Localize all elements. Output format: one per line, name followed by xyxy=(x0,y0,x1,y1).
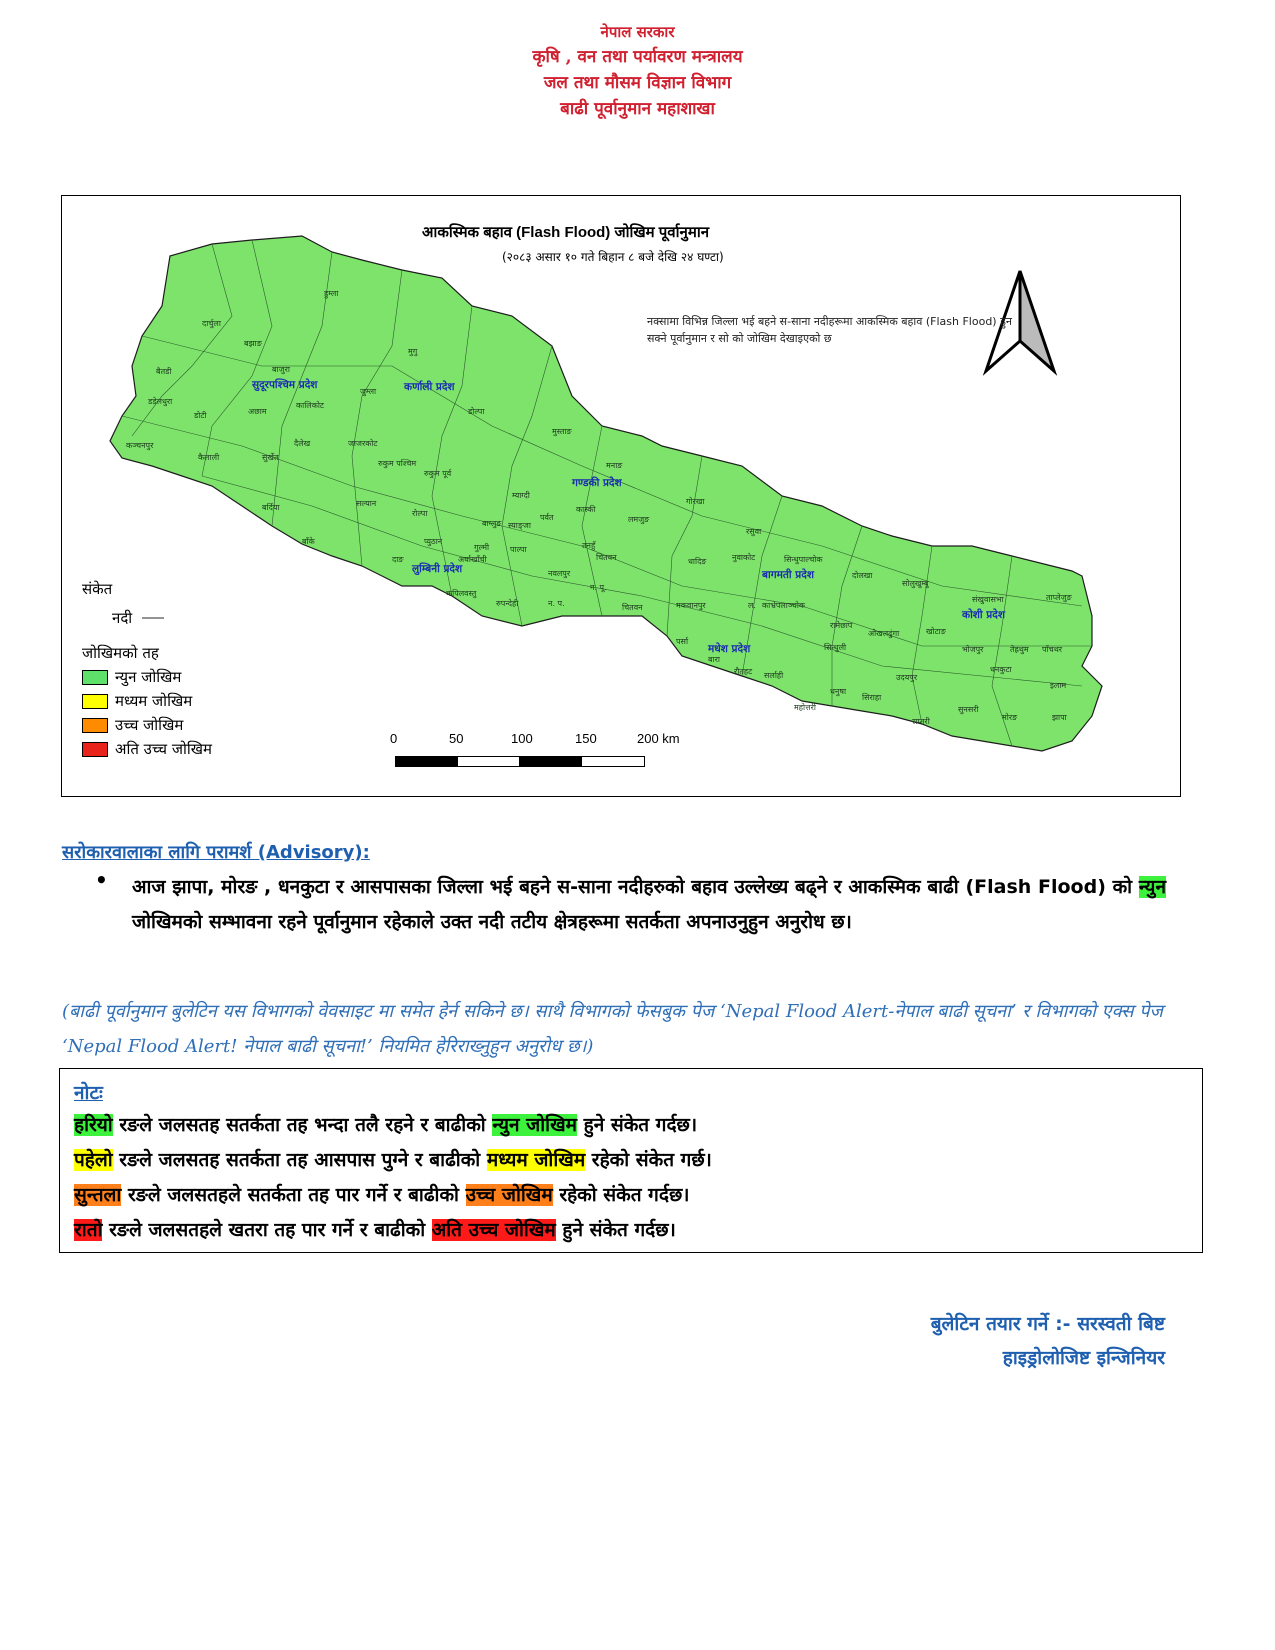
district-label: कपिलवस्तु xyxy=(446,589,477,598)
note-line-green xyxy=(74,1111,697,1137)
scale-label-200km: 200 km xyxy=(637,731,680,746)
province-label: कर्णाली प्रदेश xyxy=(404,381,455,393)
district-label: मुस्ताङ xyxy=(552,427,572,436)
district-label: कैलाली xyxy=(198,453,220,462)
legend-swatch-medium xyxy=(82,694,108,709)
header-ministry: कृषि , वन तथा पर्यावरण मन्त्रालय xyxy=(532,47,743,67)
district-label: गोरखा xyxy=(686,497,705,506)
district-label: सल्यान xyxy=(356,499,377,508)
advisory-text-a: आज झापा, मोरङ , धनकुटा र आसपासका जिल्ला भई बहने स-साना नदीहरुको बहाव उल्लेख्य बढ्ने र आकस्मिक बाढी (Flash Flood) को xyxy=(132,876,1139,898)
district-label: बाँके xyxy=(302,537,315,546)
legend-river-label: नदी xyxy=(112,609,133,627)
signature-preparer: बुलेटिन तयार गर्ने :- सरस्वती बिष्ट xyxy=(930,1313,1165,1335)
district-label: पाँचथर xyxy=(1042,645,1063,654)
note-color-word: रातो xyxy=(74,1219,103,1241)
note-risk: अति उच्च जोखिम xyxy=(431,1219,556,1241)
district-label: दैलेख xyxy=(294,439,311,448)
district-label: सुनसरी xyxy=(958,705,979,714)
district-label: बैतडी xyxy=(156,367,172,376)
note-end: हुने संकेत गर्दछ। xyxy=(577,1114,698,1136)
legend-label-medium: मध्यम जोखिम xyxy=(115,692,193,710)
district-label: ल. xyxy=(748,601,756,610)
note-end: रहेको संकेत गर्दछ। xyxy=(552,1184,690,1206)
district-label: उदयपुर xyxy=(896,673,918,682)
district-label: दाङ xyxy=(392,555,404,564)
legend-label-high: उच्च जोखिम xyxy=(115,716,184,734)
scale-segment xyxy=(581,756,645,767)
district-label: भोजपुर xyxy=(962,645,984,654)
district-label: कञ्चनपुर xyxy=(126,441,154,450)
district-label: स्याङ्जा xyxy=(508,521,531,530)
legend-swatch-very-high xyxy=(82,742,108,757)
note-mid: रङले जलसतहले खतरा तह पार गर्ने र बाढीको xyxy=(102,1219,432,1241)
district-label: न. पू. xyxy=(590,583,607,592)
advisory-text xyxy=(132,870,1166,940)
legend-swatch-high xyxy=(82,718,108,733)
advisory-bullet: • xyxy=(95,868,108,892)
advisory-title: सरोकारवालाका लागि परामर्श (Advisory): xyxy=(62,842,370,863)
district-label: तेह्रथुम xyxy=(1010,645,1029,654)
district-label: मुगु xyxy=(408,347,418,356)
district-label: सप्तरी xyxy=(912,717,930,726)
map-note: नक्सामा विभिन्न जिल्ला भई बहने स-साना नदीहरूमा आकस्मिक बहाव (Flash Flood) हुन सक्ने पूर्वानुमान र सो को जोखिम देखाइएको छ xyxy=(647,315,1013,345)
district-label: ओखलढुंगा xyxy=(868,629,900,638)
district-label: नुवाकोट xyxy=(732,553,756,562)
province-label: बागमती प्रदेश xyxy=(762,569,814,581)
district-label: डोल्पा xyxy=(468,407,485,416)
district-label: अछाम xyxy=(248,407,267,416)
district-label: दार्चुला xyxy=(202,319,221,328)
note-risk: न्युन जोखिम xyxy=(492,1114,577,1136)
district-label: म्याग्दी xyxy=(512,491,530,500)
district-label: काभ्रेपलाञ्चोक xyxy=(762,601,806,610)
district-label: लमजुङ xyxy=(628,515,650,524)
scale-segment xyxy=(395,756,458,767)
district-label: सर्लाही xyxy=(764,671,784,680)
district-label: सोलुखुम्बु xyxy=(902,579,929,588)
district-label: बारा xyxy=(708,655,720,664)
district-label: रौतहट xyxy=(734,667,753,676)
district-label: जुम्ला xyxy=(360,387,377,396)
note-color-word: हरियो xyxy=(74,1114,113,1136)
district-label: संखुवासभा xyxy=(972,595,1004,604)
header-government: नेपाल सरकार xyxy=(600,23,675,41)
district-label: डडेलधुरा xyxy=(148,397,173,406)
district-label: झापा xyxy=(1052,713,1067,722)
district-label: ताप्लेजुङ xyxy=(1046,593,1072,602)
notes-box xyxy=(59,1068,1203,1253)
district-label: अर्घाखाँची xyxy=(458,555,487,564)
legend-item-low xyxy=(82,667,181,687)
scale-label-100: 100 xyxy=(511,731,533,746)
province-label: मधेश प्रदेश xyxy=(708,643,751,655)
district-label: सिन्धुपाल्चोक xyxy=(784,555,823,564)
district-label: पर्सा xyxy=(676,637,689,646)
scale-label-0: 0 xyxy=(390,731,398,746)
note-mid: रङले जलसतह सतर्कता तह भन्दा तलै रहने र बाढीको xyxy=(112,1114,493,1136)
legend-risk-title: जोखिमको तह xyxy=(82,644,159,662)
district-label: तनहुँ xyxy=(582,541,596,550)
district-label: नवलपुर xyxy=(548,569,571,578)
note-line-orange xyxy=(74,1181,690,1207)
district-label: पाल्पा xyxy=(510,545,527,554)
district-label: इलाम xyxy=(1050,681,1067,690)
legend-item-very-high xyxy=(82,739,212,759)
district-label: रुकुम पूर्व xyxy=(424,469,452,478)
district-label: सुर्खेत xyxy=(262,453,279,462)
header-division: बाढी पूर्वानुमान महाशाखा xyxy=(560,99,715,119)
legend-item-medium xyxy=(82,691,192,711)
district-label: रुकुम पश्चिम xyxy=(378,459,417,468)
legend-label-low: न्युन जोखिम xyxy=(115,668,182,686)
nepal-map-svg xyxy=(62,196,1180,796)
legend-title: संकेत xyxy=(82,580,113,598)
district-label: सिन्धुली xyxy=(824,643,847,652)
district-label: कालिकोट xyxy=(296,401,324,410)
district-label: गुल्मी xyxy=(474,543,490,552)
province-label: गण्डकी प्रदेश xyxy=(572,477,622,489)
flash-flood-map xyxy=(61,195,1181,797)
district-label: रसुवा xyxy=(746,527,762,536)
province-label: सुदूरपश्चिम प्रदेश xyxy=(252,379,318,391)
district-label: हुम्ला xyxy=(324,289,339,298)
district-label: महोत्तरी xyxy=(794,703,816,712)
district-label: रुपन्देही xyxy=(496,599,519,608)
legend-swatch-low xyxy=(82,670,108,685)
note-risk: मध्यम जोखिम xyxy=(486,1149,586,1171)
district-label: डोटी xyxy=(194,411,207,420)
note-color-word: सुन्तला xyxy=(74,1184,122,1206)
district-label: बाजुरा xyxy=(272,365,290,374)
district-label: पर्वत xyxy=(540,513,554,522)
website-note: (बाढी पूर्वानुमान बुलेटिन यस विभागको वेवसाइट मा समेत हेर्न सकिने छ। साथै विभागको फेसबुक पेज ‘Nepal Flood Alert-नेपाल बाढी सूचना’ र विभागको एक्स पेज ‘Nepal Flood Alert! नेपाल बाढी सूचना!’ नियमित हेरिराख्नुहुन अनुरोध छ।) xyxy=(62,1001,1163,1057)
district-label: दोलखा xyxy=(852,571,873,580)
district-label: बझाङ xyxy=(244,339,262,348)
district-label: खोटाङ xyxy=(926,627,946,636)
scale-segment xyxy=(519,756,582,767)
legend-label-very-high: अति उच्च जोखिम xyxy=(115,740,212,758)
district-label: धादिङ xyxy=(688,557,707,566)
scale-label-150: 150 xyxy=(575,731,597,746)
north-arrow-right xyxy=(1020,271,1054,371)
note-risk: उच्च जोखिम xyxy=(465,1184,553,1206)
legend-item-high xyxy=(82,715,183,735)
advisory-text-b: जोखिमको सम्भावना रहने पूर्वानुमान रहेकाले उक्त नदी तटीय क्षेत्रहरूमा सतर्कता अपनाउनुहुन अनुरोध छ। xyxy=(132,911,852,933)
province-label: लुम्बिनी प्रदेश xyxy=(412,563,463,575)
advisory-risk-highlight: न्युन xyxy=(1138,876,1166,898)
district-label: धनकुटा xyxy=(990,665,1012,674)
note-line-yellow xyxy=(74,1146,712,1172)
scale-label-50: 50 xyxy=(449,731,464,746)
province-label: कोशी प्रदेश xyxy=(962,609,1005,621)
scale-segment xyxy=(457,756,520,767)
district-label: सिराहा xyxy=(862,693,882,702)
district-label: चितवन xyxy=(622,603,643,612)
district-label: बर्दिया xyxy=(262,503,280,512)
district-label: कास्की xyxy=(576,505,596,514)
note-end: हुने संकेत गर्दछ। xyxy=(555,1219,676,1241)
district-label: मोरङ xyxy=(1002,713,1018,722)
map-title: आकस्मिक बहाव (Flash Flood) जोखिम पूर्वानुमान xyxy=(422,224,710,241)
district-label: बाग्लुङ xyxy=(482,519,502,528)
map-subtitle: (२०८३ असार १० गते बिहान ८ बजे देखि २४ घण्टा) xyxy=(502,250,724,264)
note-mid: रङले जलसतहले सतर्कता तह पार गर्ने र बाढीको xyxy=(121,1184,466,1206)
district-label: धनुषा xyxy=(830,687,847,696)
note-mid: रङले जलसतह सतर्कता तह आसपास पुग्ने र बाढीको xyxy=(112,1149,487,1171)
district-label: रोल्पा xyxy=(412,509,428,518)
district-label: जाजरकोट xyxy=(348,439,378,448)
district-label: मनाङ xyxy=(606,461,623,470)
district-label: न. प. xyxy=(548,599,565,608)
district-label: प्युठान xyxy=(424,537,443,546)
note-color-word: पहेलो xyxy=(74,1149,113,1171)
notes-title: नोटः xyxy=(74,1082,103,1104)
signature-designation: हाइड्रोलोजिष्ट इन्जिनियर xyxy=(1002,1347,1165,1369)
note-line-red xyxy=(74,1216,676,1242)
district-label: मकवानपुर xyxy=(676,601,706,610)
header-department: जल तथा मौसम विज्ञान विभाग xyxy=(543,73,732,93)
district-label: रामेछाप xyxy=(830,621,853,630)
district-label: चितवन xyxy=(596,553,617,562)
note-end: रहेको संकेत गर्छ। xyxy=(585,1149,712,1171)
